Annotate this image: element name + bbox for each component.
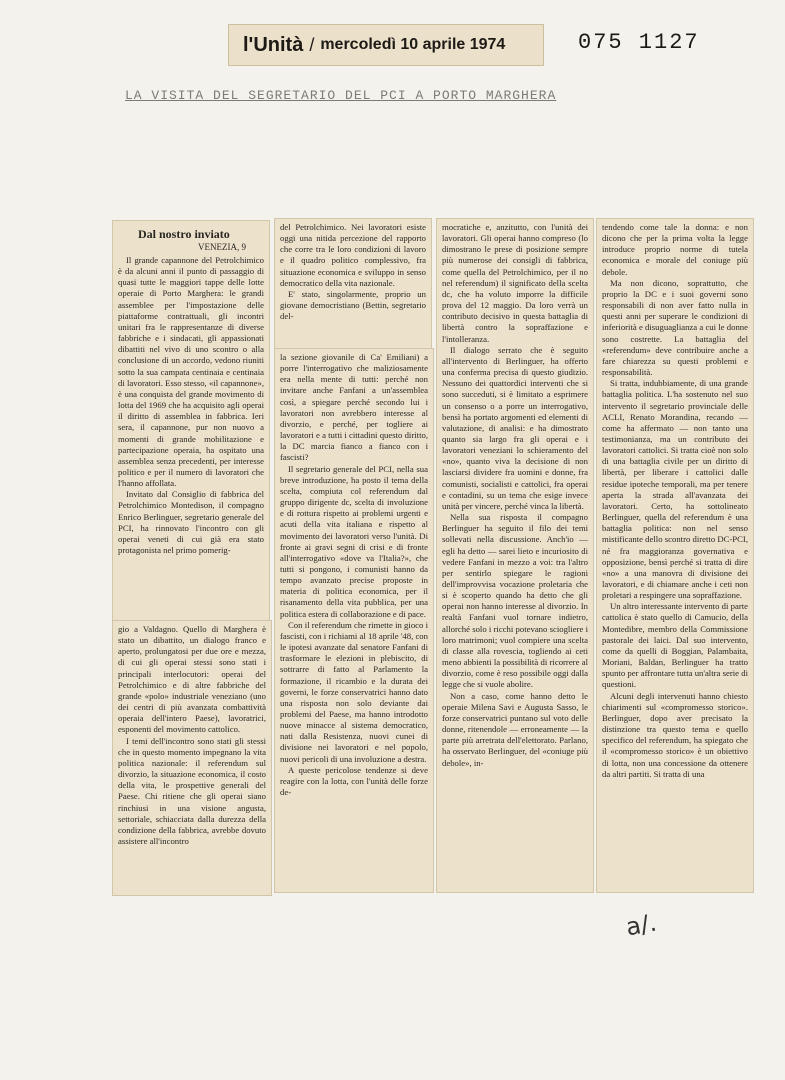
masthead-separator: /	[309, 34, 315, 55]
paragraph: Non a caso, come hanno detto le operaie Milena Savi e Augusta Sasso, le forze conservatrici puntano sul voto delle donne, ritenendole — erroneamente — la parte più arretrata dell'elettorato. Parlano, ha osservato Berlinguer, del «coniuge più debole», in-	[442, 690, 588, 768]
article-dateline: VENEZIA, 9	[198, 242, 246, 252]
archive-number: 075 1127	[578, 30, 700, 55]
handwritten-annotation: a/.	[623, 908, 659, 942]
clipping-column-2b	[274, 348, 434, 893]
paragraph: tendendo come tale la donna: e non dicono che per la prima volta la legge introduce proprio norme di tutela economica e morale del coniuge più debole.	[602, 222, 748, 277]
paragraph: Il dialogo serrato che è seguito all'intervento di Berlinguer, ha offerto una conferma precisa di questo giudizio. Nessuno dei quattordici interventi che si sono succeduti, si è limitato a esprimere un consenso o a porre un interrogativo, bensì ha portato argomenti ed elementi di valutazione, di analisi: e ha dimostrato quanto sia largo fra gli operai e i lavoratori veneziani lo schieramento del «no», quanto viva la decisione di non lasciarsi dividere fra uomini e donne, fra comunisti, socialisti e cattolici, fra operai e contadini, su un tema che esige invece unità per vincere, perché vinca la libertà.	[442, 344, 588, 511]
paragraph: A queste pericolose tendenze si deve reagire con la lotta, con l'unità delle forze de-	[280, 764, 428, 798]
paragraph: I temi dell'incontro sono stati gli stessi che in questo momento impegnano la vita politica nazionale: il referendum sul divorzio, la situazione economica, il costo della vita, le prospettive generali del Paese. Chi ritiene che gli operai siano rinchiusi in una visione angusta, settoriale, schiacciata dalla durezza della condizione della fabbrica, avrebbe dovuto assistere all'incontro	[118, 735, 266, 846]
paragraph: Invitato dal Consiglio di fabbrica del Petrolchimico Montedison, il compagno Enrico Berlinguer, segretario generale del PCI, ha rinnovato l'incontro con gli operai veneti di cui già era stato protagonista nel primo pomerig-	[118, 489, 264, 556]
clipping-column-3	[436, 218, 594, 893]
paragraph: gio a Valdagno. Quello di Marghera è stato un dibattito, un dialogo franco e aperto, prolungatosi per due ore e mezza, di cui gli operai stessi sono stati i principali interlocutori: operai del Petrolchimico e di altre fabbriche del grande «polo» industriale veneziano (uno dei centri di più avanzata combattività operaia dell'intero Paese), lavoratrici, esponenti del movimento cattolico.	[118, 624, 266, 735]
paragraph: Un altro interessante intervento di parte cattolica è stato quello di Camucio, della Montedibre, membro della Commissione pastorale dei laici. Dal suo intervento, come da quelli di Boggian, Palambaita, Moriani, Baldan, Berlinguer ha tratto spunto per affrontare tutta un'altra serie di questioni.	[602, 601, 748, 690]
paragraph: la sezione giovanile di Ca' Emiliani) a porre l'interrogativo che maliziosamente era nella mente di tutti: perché non invitare anche Fanfani a un'assemblea così, a spiegare perché secondo lui i lavoratori non avrebbero interesse al divorzio, e perché, per togliere ai lavoratori e a tutti i cittadini questo diritto, la DC marcia fianco a fianco con i fascisti?	[280, 352, 428, 463]
clipping-column-1b	[112, 620, 272, 896]
paragraph: Ma non dicono, soprattutto, che proprio la DC e i suoi governi sono responsabili di non aver fatto nulla in questi anni per superare le condizioni di inferiorità e disuguaglianza a cui le donne sono costrette. La battaglia del «referendum» deve contribuire anche a fare chiarezza su questi problemi e responsabilità.	[602, 277, 748, 378]
typed-heading: LA VISITA DEL SEGRETARIO DEL PCI A PORTO MARGHERA	[125, 88, 557, 103]
paragraph: Il segretario generale del PCI, nella sua breve introduzione, ha posto il tema della scelta, compiuta col referendum dal gruppo dirigente dc, scelta di involuzione e di rottura rispetto ai problemi urgenti e acuti della vita italiana e rispetto al movimento dei lavoratori verso l'unità. Di fronte ai gravi segni di crisi e di fronte all'interrogativo «dove va l'Italia?», che tutti si pongono, i comunisti hanno da tempo avanzato precise proposte in materia di politica economica, per il risanamento della vita pubblica, per una politica estera di collaborazione e di pace.	[280, 463, 428, 619]
article-byline: Dal nostro inviato	[138, 227, 230, 241]
paragraph: Alcuni degli intervenuti hanno chiesto chiarimenti sul «compromesso storico». Berlinguer, dopo aver precisato la distinzione tra questo tema e quello specifico del referendum, ha spiegato che il «compromesso storico» è un obiettivo di lotta, non una concessione da ottenere da altri partiti. Si tratta di una	[602, 690, 748, 779]
paragraph: E' stato, singolarmente, proprio un giovane democristiano (Bettin, segretario del-	[280, 288, 426, 322]
clipping-column-4	[596, 218, 754, 893]
publication-date: mercoledì 10 aprile 1974	[320, 36, 506, 53]
paragraph: del Petrolchimico. Nei lavoratori esiste oggi una nitida percezione del rapporto che corre tra le loro condizioni di lavoro e il quadro politico complessivo, fra situazione economica e sviluppo in senso democratico della vita nazionale.	[280, 222, 426, 288]
paragraph: Nella sua risposta il compagno Berlinguer ha seguito il filo dei temi sollevati nella discussione. Anch'io — egli ha detto — sarei lieto e incuriosito di vedere Fanfani in mezzo a voi: tra l'altro per sentirlo spiegare le ragioni dell'improvvisa vocazione proletaria che si è scoperto quando ha detto che gli operai non hanno interesse al divorzio. In realtà Fanfani vuol tornare indietro, allorché solo i ricchi potevano sciogliere i loro matrimoni; vuol compiere una scelta di classe alla rovescia, togliendo ai ceti meno abbienti la possibilità di ricorrere al divorzio, come è reso possibile oggi dalla legge che si vuole abolire.	[442, 512, 588, 690]
paragraph: Con il referendum che rimette in gioco i fascisti, con i richiami al 18 aprile '48, con le ipotesi avanzate dal senatore Fanfani di trasformare le elezioni in plebiscito, di sottrarre di fatto al Parlamento la formazione, il ricambio e la durata dei governi, le forze conservatrici hanno dato una risposta non solo deviante dai problemi del Paese, ma hanno introdotto nuove minacce al sistema democratico, nati dalla Resistenza, nuovi cunei di divisione nei lavoratori e nel popolo, nuovi pericoli di una involuzione a destra.	[280, 619, 428, 764]
newspaper-masthead	[228, 24, 544, 66]
newspaper-name: l'Unità	[243, 33, 304, 56]
clipping-column-1a	[112, 220, 270, 622]
paragraph: Il grande capannone del Petrolchimico è da alcuni anni il punto di passaggio di quasi tutte le maggiori tappe delle lotte operaie di Porto Marghera: le grandi assemblee per l'impostazione delle piattaforme contrattuali, gli incontri unitari fra le rappresentanze di diverse fabbriche e i sindacati, gli appassionati dibattiti nel vivo di uno scontro o alla conclusione di un accordo, vedono riuniti sotto la sua campata centinaia e centinaia di lavoratori. Esso stesso, «il capannone», è una conquista del grande movimento di lotta del 1969 che ha acquisito agli operai il diritto di assemblea in fabbrica. Ieri sera, il capannone, pur non nuovo a momenti di grande mobilitazione e partecipazione operaia, ha ospitato una assemblea senza precedenti, per interesse politico e per il numero di lavoratori che l'hanno affollata.	[118, 255, 264, 489]
paragraph: mocratiche e, anzitutto, con l'unità dei lavoratori. Gli operai hanno compreso (lo dimostrano le prese di posizione sempre più numerose dei consigli di fabbrica, come quella del Petrolchimico, per il no nel referendum) il significato della scelta dc, che ha voluto imporre la difficile prova del 12 maggio. Da loro verrà un contributo decisivo in questa battaglia di libertà contro la sopraffazione e l'intolleranza.	[442, 222, 588, 344]
clipping-column-2a	[274, 218, 432, 350]
paragraph: Si tratta, indubbiamente, di una grande battaglia politica. L'ha sostenuto nel suo intervento il segretario provinciale delle ACLI, Renato Morandina, recando — come ha affermato — non tanto una testimonianza, ma un contributo dei lavoratori cattolici. Si tratta cioè non solo di una battaglia civile per un diritto di libertà, per liberare i cattolici dalle residue ipoteche temporali, ma per tenere aperta la strada all'avanzata dei lavoratori. Certo, ha sottolineato Berlinguer, quella del referendum è una battaglia politica: non nel senso mistificante dello scontro diretto DC-PCI, né fra maggioranza governativa e opposizione, bensì perché si tratta di dire «no» a una manovra di divisione dei lavoratori, e di chiamare anche i ceti non proletari a respingere una sopraffazione.	[602, 378, 748, 601]
